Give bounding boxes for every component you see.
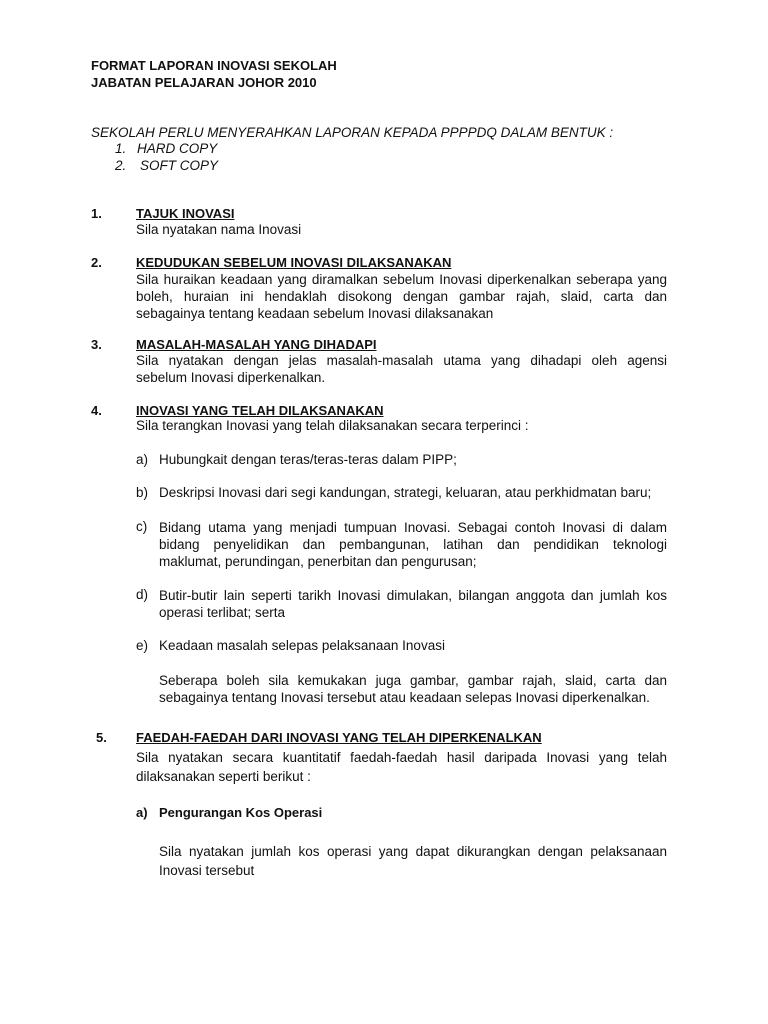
section-body-line: Sila nyatakan nama Inovasi	[136, 222, 302, 237]
closing-line: sebagainya tentang Inovasi tersebut atau keadaan selepas Inovasi diperkenalkan.	[159, 690, 650, 705]
section-title: TAJUK INOVASI	[136, 206, 235, 221]
section-title: FAEDAH-FAEDAH DARI INOVASI YANG TELAH DIPERKENALKAN	[136, 730, 542, 745]
list-item-text: Deskripsi Inovasi dari segi kandungan, strategi, keluaran, atau perkhidmatan baru;	[159, 485, 652, 500]
section-body	[136, 271, 667, 322]
list-item-label: a)	[136, 452, 149, 467]
list-item-label: b)	[136, 485, 149, 500]
sub-item-label: a)	[136, 805, 148, 820]
list-item-label: d)	[136, 587, 149, 602]
notice-text: SEKOLAH PERLU MENYERAHKAN LAPORAN KEPADA PPPPDQ DALAM BENTUK :	[91, 125, 614, 140]
notice-item-num: 2.	[115, 158, 127, 173]
section-number: 1.	[91, 206, 102, 221]
section-body-line: sebelum Inovasi diperkenalkan.	[136, 370, 326, 385]
list-item-text	[159, 587, 667, 621]
list-item-label: c)	[136, 519, 148, 534]
list-item-line: Bidang utama yang menjadi tumpuan Inovasi. Sebagai contoh Inovasi di dalam	[159, 520, 667, 535]
section-title: KEDUDUKAN SEBELUM INOVASI DILAKSANAKAN	[136, 255, 452, 270]
section-number: 4.	[91, 403, 102, 418]
notice-item-text: SOFT COPY	[140, 158, 219, 173]
section-number: 3.	[91, 337, 102, 352]
list-item-text: Hubungkait dengan teras/teras-teras dalam PIPP;	[159, 452, 457, 467]
list-item-line: operasi terlibat; serta	[159, 605, 286, 620]
section-body	[136, 748, 667, 786]
sub-item-title: Pengurangan Kos Operasi	[159, 805, 323, 820]
list-item-line: Butir-butir lain seperti tarikh Inovasi dimulakan, bilangan anggota dan jumlah kos	[159, 588, 667, 603]
list-item-text: Keadaan masalah selepas pelaksanaan Inovasi	[159, 638, 445, 653]
notice-item-text: HARD COPY	[137, 141, 218, 156]
list-item-label: e)	[136, 638, 149, 653]
section-number: 2.	[91, 255, 102, 270]
section-body-line: boleh, huraian ini hendaklah disokong dengan gambar rajah, slaid, carta dan	[136, 289, 667, 304]
section-body-line: sebagainya tentang keadaan sebelum Inovasi dilaksanakan	[136, 306, 494, 321]
section-closing	[159, 672, 667, 706]
section-body	[136, 352, 667, 386]
list-item-line: bidang penyelidikan dan pembangunan, latihan dan pendidikan teknologi	[159, 537, 667, 552]
closing-line: Seberapa boleh sila kemukakan juga gambar, gambar rajah, slaid, carta dan	[159, 673, 667, 688]
section-body-line: Sila huraikan keadaan yang diramalkan sebelum Inovasi diperkenalkan seberapa yang	[136, 272, 667, 287]
section-title: INOVASI YANG TELAH DILAKSANAKAN	[136, 403, 384, 418]
section-body-line: Sila nyatakan secara kuantitatif faedah-faedah hasil daripada Inovasi yang telah	[136, 750, 667, 765]
section-body-line: Sila nyatakan dengan jelas masalah-masalah utama yang dihadapi oleh agensi	[136, 353, 667, 368]
notice-item-num: 1.	[115, 141, 127, 156]
list-item-line: maklumat, perundingan, penerbitan dan pengurusan;	[159, 554, 477, 569]
doc-title-line1: FORMAT LAPORAN INOVASI SEKOLAH	[91, 58, 337, 73]
section-title: MASALAH-MASALAH YANG DIHADAPI	[136, 337, 377, 352]
sub-item-body	[159, 842, 667, 880]
list-item-text	[159, 519, 667, 570]
doc-title-line2: JABATAN PELAJARAN JOHOR 2010	[91, 75, 317, 90]
sub-item-line: Inovasi tersebut	[159, 863, 255, 878]
section-number: 5.	[96, 730, 107, 745]
section-body-line: dilaksanakan seperti berikut :	[136, 769, 311, 784]
sub-item-line: Sila nyatakan jumlah kos operasi yang dapat dikurangkan dengan pelaksanaan	[159, 844, 667, 859]
section-body-line: Sila terangkan Inovasi yang telah dilaksanakan secara terperinci :	[136, 418, 529, 433]
